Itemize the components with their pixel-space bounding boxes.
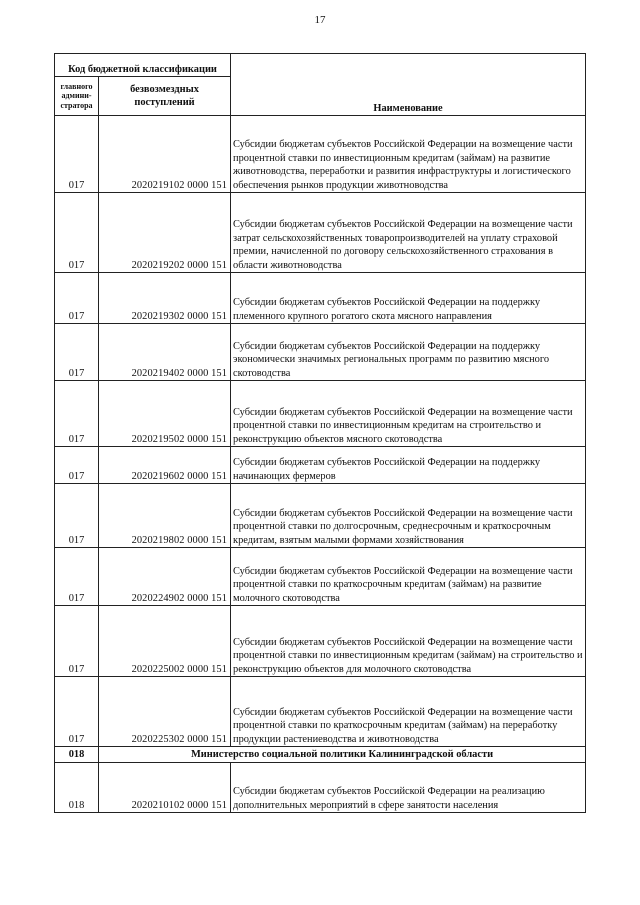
income-code: 2020224902 0000 151 xyxy=(99,548,231,606)
admin-code: 017 xyxy=(55,484,99,548)
table-row xyxy=(55,447,586,484)
admin-code: 018 xyxy=(55,763,99,813)
row-name: Субсидии бюджетам субъектов Российской Федерации на поддержку племенного крупного рогатого скота мясного направления xyxy=(231,273,586,324)
admin-code: 017 xyxy=(55,324,99,381)
table-row xyxy=(55,193,586,273)
income-code: 2020219602 0000 151 xyxy=(99,447,231,484)
row-name: Субсидии бюджетам субъектов Российской Федерации на возмещение части процентной ставки по инвестиционным кредитам (займам) на строительство и реконструкцию объектов для молочного скотоводства xyxy=(231,606,586,677)
row-name: Субсидии бюджетам субъектов Российской Федерации на поддержку экономически значимых региональных программ по развитию мясного скотоводства xyxy=(231,324,586,381)
page-number: 17 xyxy=(314,14,326,26)
row-name: Субсидии бюджетам субъектов Российской Федерации на возмещение части процентной ставки по краткосрочным кредитам (займам) на переработку продукции растениеводства и животноводства xyxy=(231,677,586,747)
section-row xyxy=(55,747,586,763)
header-code-group: Код бюджетной классификации xyxy=(55,54,231,77)
admin-code: 017 xyxy=(55,193,99,273)
row-name: Субсидии бюджетам субъектов Российской Федерации на возмещение части процентной ставки по долгосрочным, среднесрочным и краткосрочным кредитам, взятым малыми формами хозяйствования xyxy=(231,484,586,548)
income-code: 2020219502 0000 151 xyxy=(99,381,231,447)
table-row xyxy=(55,548,586,606)
income-code: 2020225302 0000 151 xyxy=(99,677,231,747)
row-name: Субсидии бюджетам субъектов Российской Федерации на возмещение части процентной ставки по краткосрочным кредитам (займам) на развитие молочного скотоводства xyxy=(231,548,586,606)
section-title: Министерство социальной политики Калининградской области xyxy=(99,747,586,763)
admin-code: 017 xyxy=(55,273,99,324)
admin-code: 017 xyxy=(55,447,99,484)
budget-classification-table xyxy=(54,53,586,813)
row-name: Субсидии бюджетам субъектов Российской Федерации на возмещение части затрат сельскохозяйственных товаропроизводителей на уплату страховой премии, начисленной по договору сельскохозяйственного страхования в области животноводства xyxy=(231,193,586,273)
row-name: Субсидии бюджетам субъектов Российской Федерации на возмещение части процентной ставки по инвестиционным кредитам на строительство и реконструкцию объектов мясного скотоводства xyxy=(231,381,586,447)
admin-code: 017 xyxy=(55,606,99,677)
admin-code: 017 xyxy=(55,381,99,447)
header-name: Наименование xyxy=(231,54,586,116)
table-row xyxy=(55,381,586,447)
income-code: 2020219402 0000 151 xyxy=(99,324,231,381)
table-row xyxy=(55,273,586,324)
income-code: 2020219202 0000 151 xyxy=(99,193,231,273)
income-code: 2020219802 0000 151 xyxy=(99,484,231,548)
section-admin-code: 018 xyxy=(55,747,99,763)
admin-code: 017 xyxy=(55,116,99,193)
row-name: Субсидии бюджетам субъектов Российской Федерации на возмещение части процентной ставки по инвестиционным кредитам (займам) на развитие животноводства, переработки и развития инфраструктуры и логистического обеспечения рынков продукции животноводства xyxy=(231,116,586,193)
table-row xyxy=(55,606,586,677)
header-bezv: безвозмездных поступлений xyxy=(99,77,231,116)
table-row xyxy=(55,116,586,193)
row-name: Субсидии бюджетам субъектов Российской Федерации на поддержку начинающих фермеров xyxy=(231,447,586,484)
header-admin: главного админи-стратора xyxy=(55,77,99,116)
table-row xyxy=(55,484,586,548)
income-code: 2020219102 0000 151 xyxy=(99,116,231,193)
income-code: 2020225002 0000 151 xyxy=(99,606,231,677)
table-row xyxy=(55,677,586,747)
income-code: 2020210102 0000 151 xyxy=(99,763,231,813)
income-code: 2020219302 0000 151 xyxy=(99,273,231,324)
row-name: Субсидии бюджетам субъектов Российской Федерации на реализацию дополнительных мероприятий в сфере занятости населения xyxy=(231,763,586,813)
table-row xyxy=(55,324,586,381)
table-row xyxy=(55,763,586,813)
admin-code: 017 xyxy=(55,548,99,606)
admin-code: 017 xyxy=(55,677,99,747)
